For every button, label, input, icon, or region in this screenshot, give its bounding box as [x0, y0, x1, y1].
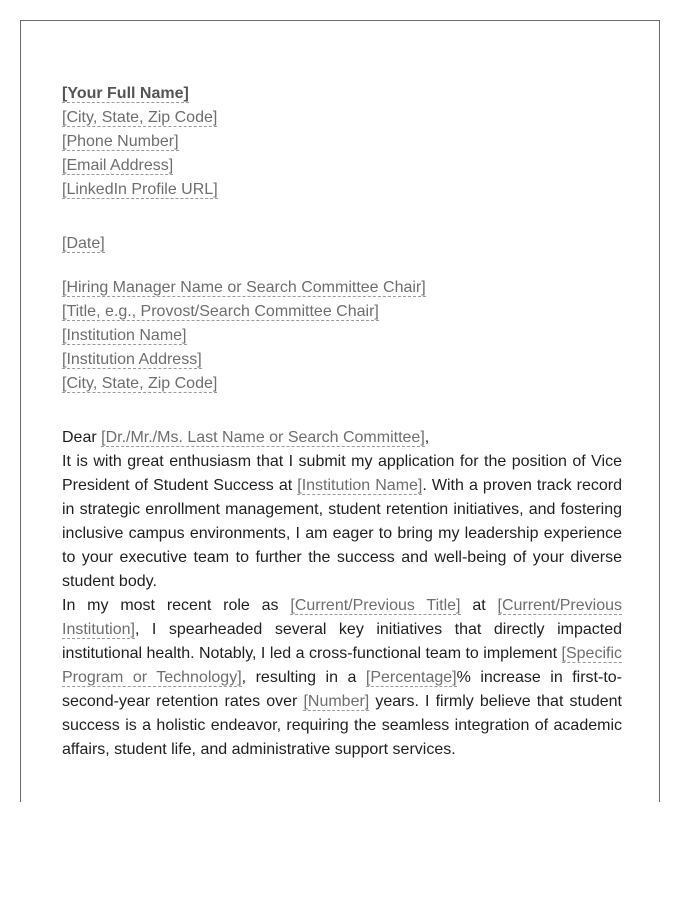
recipient-institution[interactable]: [Institution Name] — [62, 327, 187, 344]
paragraph-2-text: , I spearheaded several key initiatives that directly impacted institutional health. Notably, I led a cross-functional team to implement — [62, 621, 622, 662]
salutation-prefix: Dear — [62, 429, 102, 446]
recipient-block — [62, 276, 622, 396]
salutation-suffix: , — [424, 429, 430, 446]
paragraph-2-title[interactable]: [Current/Previous Title] — [290, 597, 461, 614]
sender-block — [62, 82, 622, 202]
paragraph-1-text: . With a proven track record in strategic enrollment management, student retention initiatives, and fostering inclusive campus environments, I am eager to bring my leadership experience to your executive team to further the success and well-being of your diverse student body. — [62, 477, 623, 590]
sender-city-state-zip[interactable]: [City, State, Zip Code] — [62, 109, 218, 126]
paragraph-2-percentage[interactable]: [Percentage] — [365, 669, 457, 686]
sender-linkedin[interactable]: [LinkedIn Profile URL] — [62, 181, 218, 198]
paragraph-2-text: , resulting in a — [241, 669, 366, 686]
paragraph-2-text: at — [460, 597, 498, 614]
paragraph-2-text: years. I firmly believe that student success is a holistic endeavor, requiring the seamless integration of academic affairs, student life, and administrative support services. — [62, 693, 622, 758]
paragraph-2-program[interactable]: [Specific Program or Technology] — [62, 645, 622, 686]
paragraph-2-institution[interactable]: [Current/Previous Institution] — [62, 597, 623, 638]
paragraph-1 — [62, 450, 622, 594]
salutation-name[interactable]: [Dr./Mr./Ms. Last Name or Search Committee] — [101, 429, 425, 446]
salutation — [62, 426, 622, 450]
date-block — [62, 232, 622, 256]
letter-date[interactable]: [Date] — [62, 235, 105, 252]
paragraph-2-number[interactable]: [Number] — [303, 693, 370, 710]
paragraph-1-institution[interactable]: [Institution Name] — [297, 477, 423, 494]
recipient-city-state-zip[interactable]: [City, State, Zip Code] — [62, 375, 218, 392]
paragraph-1-text: It is with great enthusiasm that I submit my application for the position of Vice President of Student Success at — [62, 453, 622, 494]
recipient-title[interactable]: [Title, e.g., Provost/Search Committee Chair] — [62, 303, 379, 320]
sender-email[interactable]: [Email Address] — [62, 157, 174, 174]
paragraph-2 — [62, 594, 622, 762]
recipient-address[interactable]: [Institution Address] — [62, 351, 202, 368]
sender-phone[interactable]: [Phone Number] — [62, 133, 179, 150]
sender-name[interactable]: [Your Full Name] — [62, 85, 189, 102]
letter-page — [20, 20, 660, 802]
letter-content — [62, 82, 622, 762]
paragraph-2-text: In my most recent role as — [62, 597, 291, 614]
recipient-name[interactable]: [Hiring Manager Name or Search Committee Chair] — [62, 279, 426, 296]
paragraph-2-text: % increase in first-to-second-year retention rates over — [62, 669, 622, 710]
